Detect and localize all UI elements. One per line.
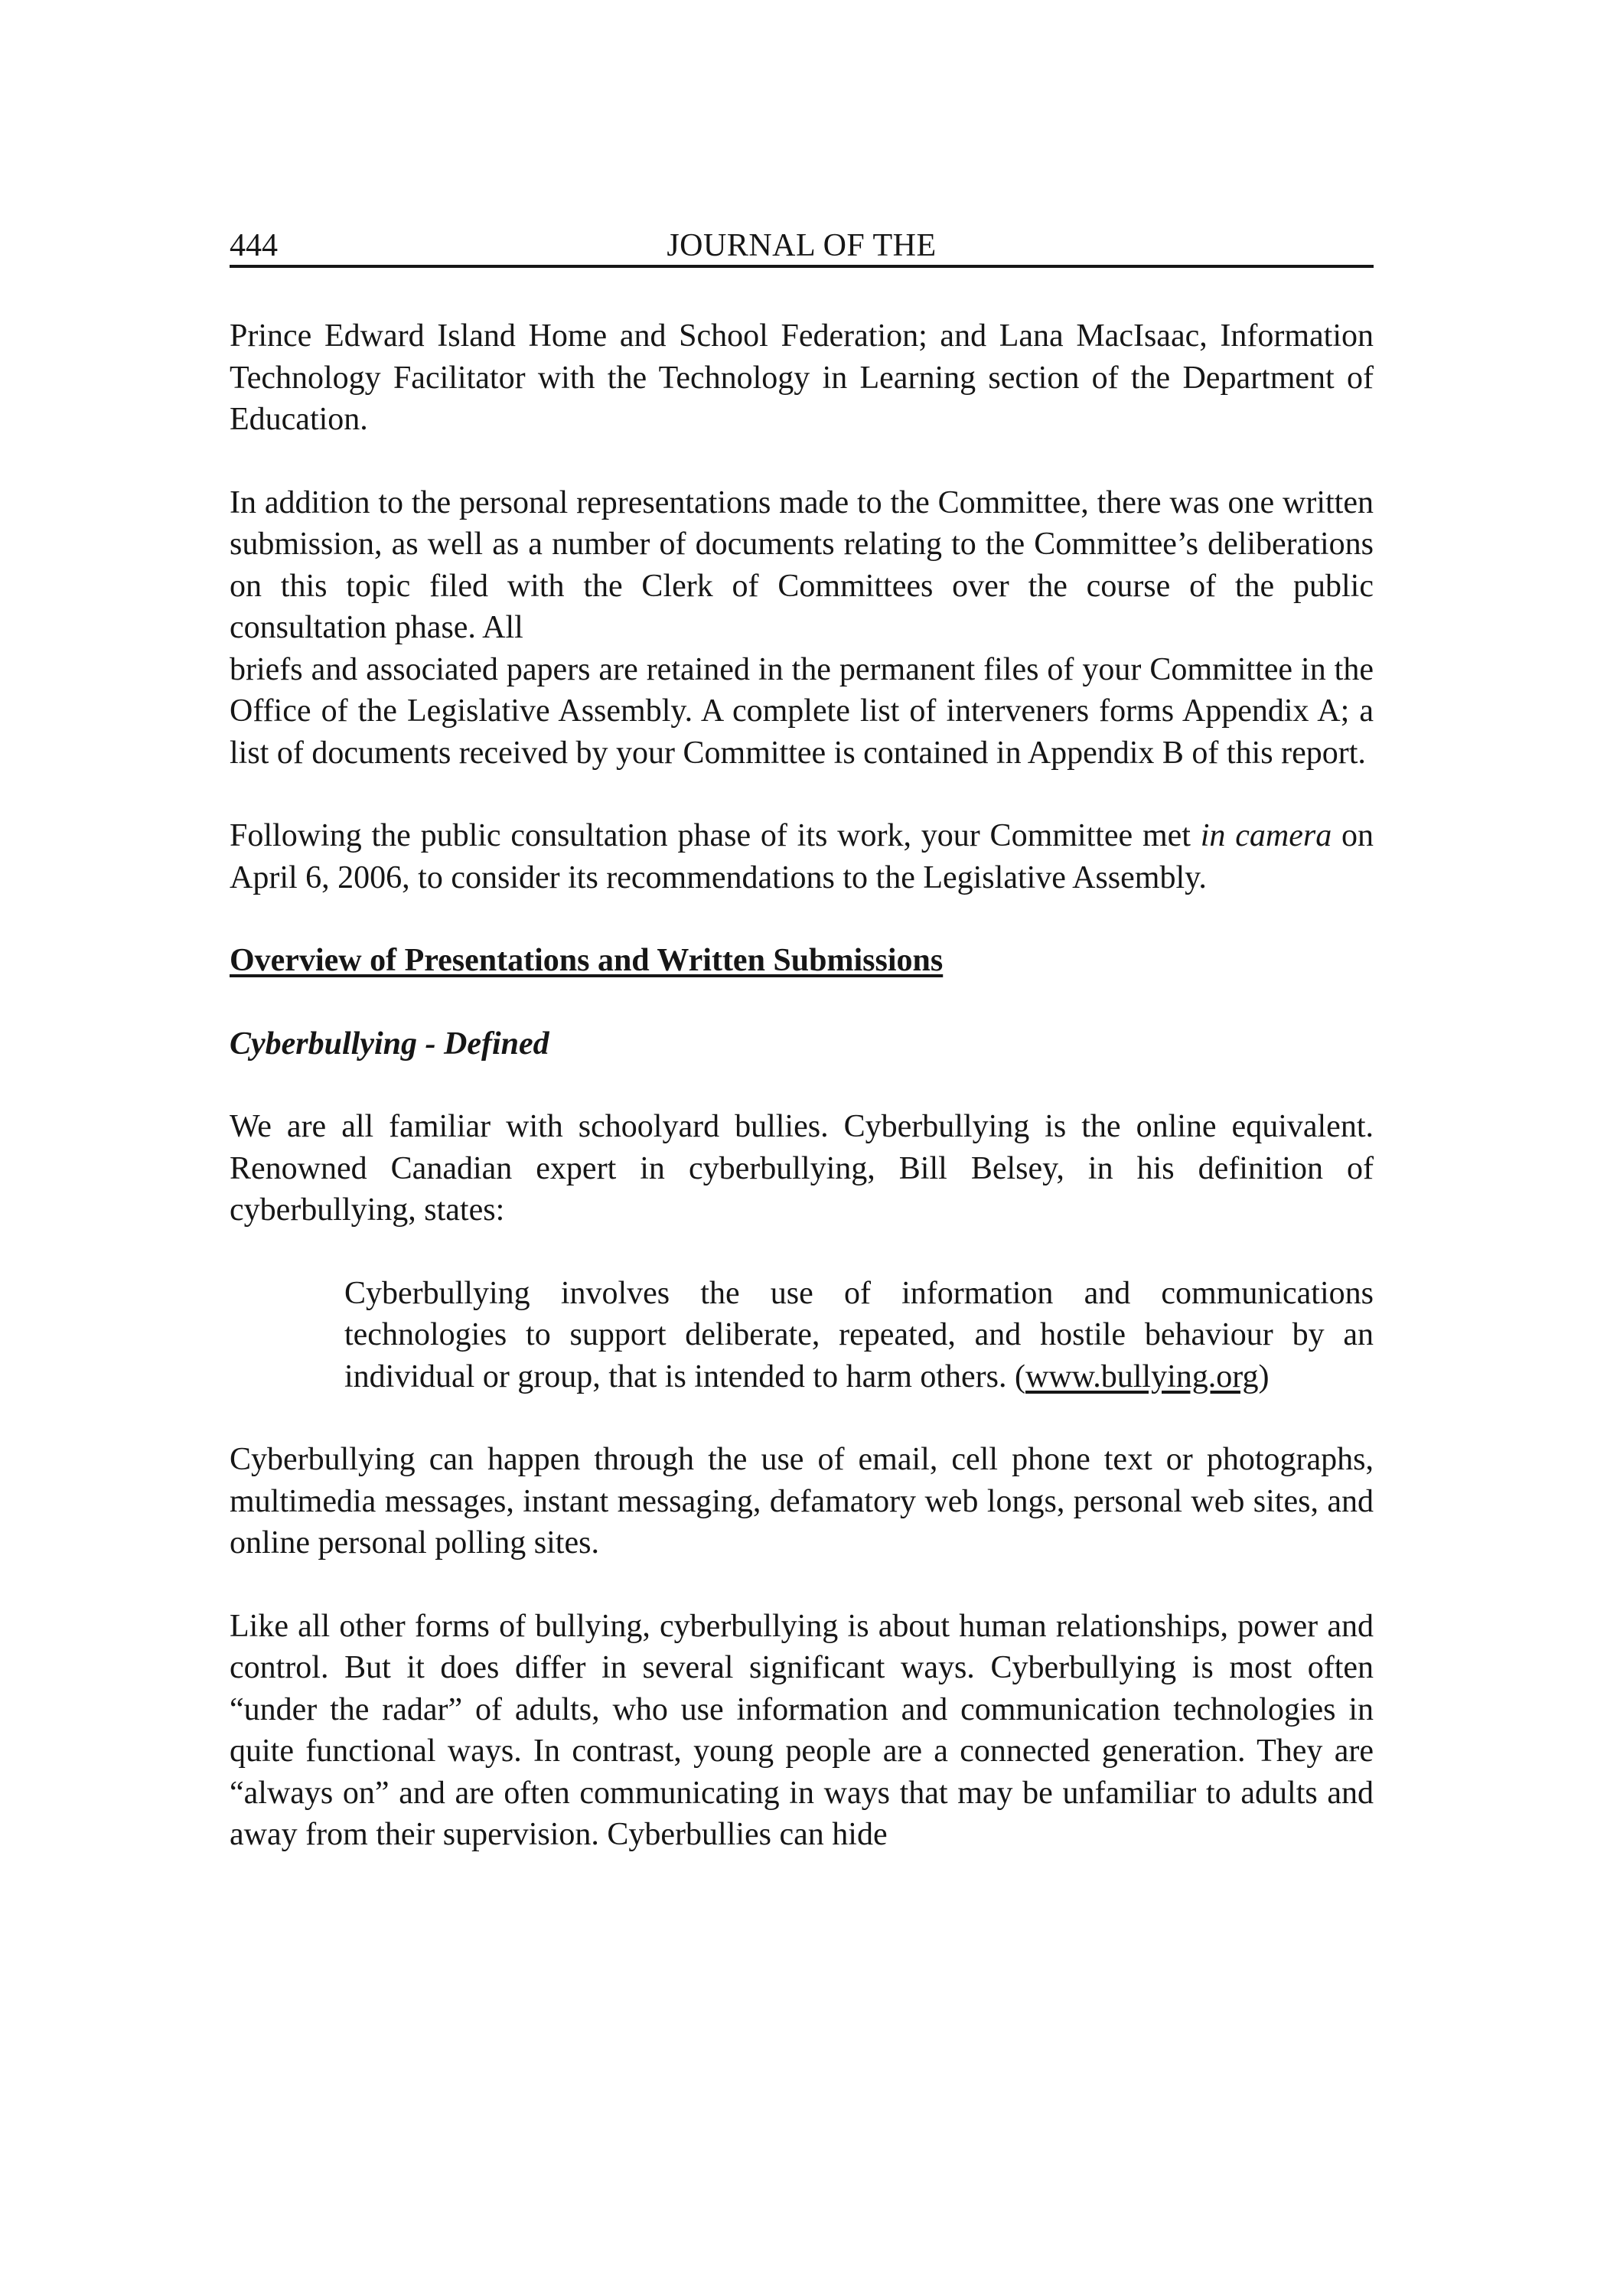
journal-title: JOURNAL OF THE xyxy=(667,228,937,263)
block-quote-definition xyxy=(344,1273,1374,1398)
paragraph-schoolyard-bullies: We are all familiar with schoolyard bullies. Cyberbullying is the online equivalent. Renowned Canadian expert in cyberbullying, Bill Belsey, in his definition of cyberbullying, states: xyxy=(230,1109,1374,1228)
in-camera-text-after: on April 6, 2006, to consider its recommendations to the Legislative Assembly. xyxy=(230,818,1374,895)
paragraph-relationships: Like all other forms of bullying, cyberbullying is about human relationships, power and control. But it does differ in several significant ways. Cyberbullying is most often “under the radar” of adults, who use information and communication technologies in quite functional ways. In contrast, young people are a connected generation. They are “always on” and are often communicating in ways that may be unfamiliar to adults and away from their supervision. Cyberbullies can hide xyxy=(230,1608,1374,1852)
body-text xyxy=(230,315,1374,1856)
bullying-org-link[interactable]: www.bullying.org xyxy=(1025,1358,1259,1394)
document-page xyxy=(230,227,1374,1856)
in-camera-text-before: Following the public consultation phase of its work, your Committee met xyxy=(230,818,1201,853)
quote-text: Cyberbullying involves the use of information and communications technologies to support deliberate, repeated, and hostile behaviour by an individual or group, that is intended to harm others. ( xyxy=(344,1275,1374,1394)
quote-close: ) xyxy=(1258,1358,1270,1394)
in-camera-italic: in camera xyxy=(1200,818,1332,853)
paragraph-briefs: briefs and associated papers are retained in the permanent files of your Committee in the Office of the Legislative Assembly. A complete list of interveners forms Appendix A; a list of documents received by your Committee is contained in Appendix B of this report. xyxy=(230,651,1374,771)
paragraph-in-camera xyxy=(230,815,1374,899)
running-header xyxy=(230,227,1374,268)
paragraph-methods: Cyberbullying can happen through the use of email, cell phone text or photographs, multimedia messages, instant messaging, defamatory web longs, personal web sites, and online personal polling sites. xyxy=(230,1442,1374,1561)
section-heading-overview: Overview of Presentations and Written Submissions xyxy=(230,943,944,978)
page-number: 444 xyxy=(230,228,278,263)
paragraph-federation: Prince Edward Island Home and School Federation; and Lana MacIsaac, Information Technology Facilitator with the Technology in Learning section of the Department of Education. xyxy=(230,318,1374,437)
paragraph-submissions: In addition to the personal representations made to the Committee, there was one written submission, as well as a number of documents relating to the Committee’s deliberations on this topic filed with the Clerk of Committees over the course of the public consultation phase. All xyxy=(230,484,1374,645)
subheading-cyberbullying-defined: Cyberbullying - Defined xyxy=(230,1026,549,1062)
